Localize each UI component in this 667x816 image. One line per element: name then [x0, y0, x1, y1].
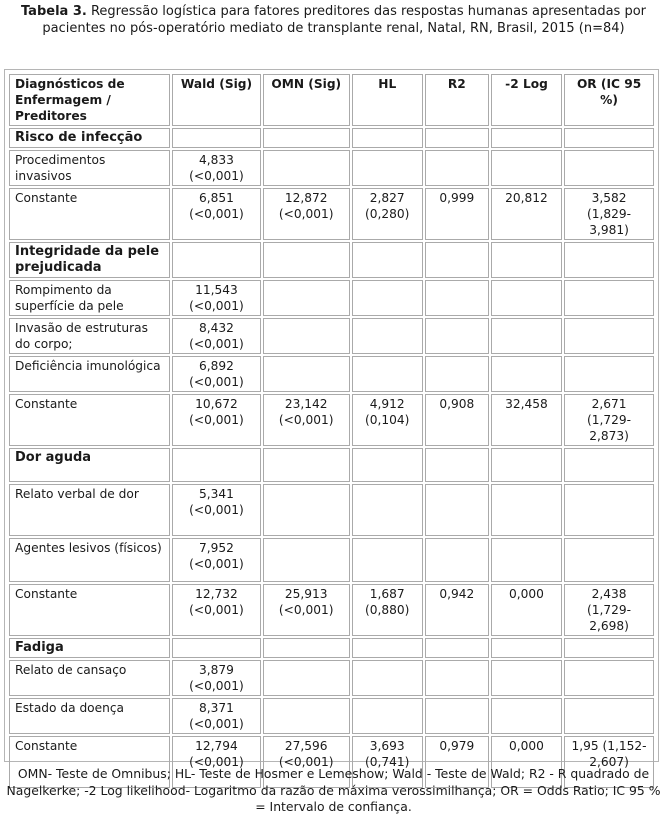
table-row	[9, 280, 654, 316]
cell-or: 2,671 (1,729-2,873)	[564, 394, 654, 446]
cell-log	[491, 356, 562, 392]
cell-omn: 27,596 (<0,001)	[263, 736, 350, 788]
cell-or: 1,95 (1,152-2,607)	[564, 736, 654, 788]
row-label: Relato verbal de dor	[9, 484, 170, 536]
table-caption	[0, 3, 667, 37]
cell-r2	[425, 538, 489, 582]
table-footnote: OMN- Teste de Omnibus; HL- Teste de Hosmer e Lemeshow; Wald - Teste de Wald; R2 - R quadrado de Nagelkerke; -2 Log likelihood- Logaritmo da razão de máxima verossimilhança; OR = Odds Ratio; IC 95 % = Intervalo de confiança.	[6, 766, 661, 814]
table-row	[9, 356, 654, 392]
cell-log: 0,000	[491, 584, 562, 636]
header-omn: OMN (Sig)	[263, 74, 350, 126]
cell-hl	[352, 698, 423, 734]
cell-wald: 6,892 (<0,001)	[172, 356, 261, 392]
empty-cell	[263, 242, 350, 278]
group-title: Risco de infecção	[9, 128, 170, 148]
cell-r2: 0,979	[425, 736, 489, 788]
group-row	[9, 242, 654, 278]
header-diagnosticos: Diagnósticos de Enfermagem / Preditores	[9, 74, 170, 126]
row-label: Constante	[9, 736, 170, 788]
header-or: OR (IC 95 %)	[564, 74, 654, 126]
empty-cell	[425, 448, 489, 482]
empty-cell	[352, 638, 423, 658]
cell-hl: 3,693 (0,741)	[352, 736, 423, 788]
empty-cell	[352, 448, 423, 482]
cell-hl	[352, 538, 423, 582]
cell-wald: 6,851 (<0,001)	[172, 188, 261, 240]
cell-omn	[263, 538, 350, 582]
cell-or	[564, 538, 654, 582]
table-row	[9, 150, 654, 186]
cell-log: 0,000	[491, 736, 562, 788]
empty-cell	[352, 242, 423, 278]
cell-wald: 8,432 (<0,001)	[172, 318, 261, 354]
cell-omn	[263, 318, 350, 354]
cell-wald: 7,952 (<0,001)	[172, 538, 261, 582]
table-row	[9, 484, 654, 536]
empty-cell	[352, 128, 423, 148]
empty-cell	[263, 638, 350, 658]
cell-wald: 4,833 (<0,001)	[172, 150, 261, 186]
cell-r2	[425, 660, 489, 696]
cell-log	[491, 538, 562, 582]
table-row	[9, 538, 654, 582]
empty-cell	[491, 242, 562, 278]
cell-r2	[425, 150, 489, 186]
empty-cell	[491, 128, 562, 148]
cell-hl	[352, 356, 423, 392]
cell-r2: 0,942	[425, 584, 489, 636]
group-title: Fadiga	[9, 638, 170, 658]
empty-cell	[172, 638, 261, 658]
empty-cell	[263, 128, 350, 148]
empty-cell	[172, 242, 261, 278]
cell-r2	[425, 318, 489, 354]
cell-hl: 2,827 (0,280)	[352, 188, 423, 240]
cell-omn: 23,142 (<0,001)	[263, 394, 350, 446]
cell-hl: 4,912 (0,104)	[352, 394, 423, 446]
row-label: Constante	[9, 394, 170, 446]
cell-log	[491, 318, 562, 354]
cell-log: 20,812	[491, 188, 562, 240]
cell-r2	[425, 698, 489, 734]
header-hl: HL	[352, 74, 423, 126]
cell-wald: 5,341 (<0,001)	[172, 484, 261, 536]
cell-log	[491, 484, 562, 536]
empty-cell	[564, 638, 654, 658]
table-row	[9, 698, 654, 734]
row-label: Rompimento da superfície da pele	[9, 280, 170, 316]
regression-table-container	[4, 69, 659, 769]
empty-cell	[172, 128, 261, 148]
cell-hl: 1,687 (0,880)	[352, 584, 423, 636]
cell-wald: 10,672 (<0,001)	[172, 394, 261, 446]
empty-cell	[491, 448, 562, 482]
cell-hl	[352, 318, 423, 354]
table-row	[9, 318, 654, 354]
empty-cell	[491, 638, 562, 658]
row-label: Estado da doença	[9, 698, 170, 734]
cell-log	[491, 660, 562, 696]
cell-log	[491, 698, 562, 734]
cell-log: 32,458	[491, 394, 562, 446]
empty-cell	[425, 242, 489, 278]
cell-hl	[352, 660, 423, 696]
row-label: Procedimentos invasivos	[9, 150, 170, 186]
cell-omn	[263, 280, 350, 316]
cell-or: 3,582 (1,829-3,981)	[564, 188, 654, 240]
caption-text: Regressão logística para fatores preditores das respostas humanas apresentadas por pacientes no pós-operatório mediato de transplante renal, Natal, RN, Brasil, 2015 (n=84)	[42, 4, 647, 36]
cell-or	[564, 698, 654, 734]
cell-wald: 12,732 (<0,001)	[172, 584, 261, 636]
cell-omn	[263, 484, 350, 536]
empty-cell	[172, 448, 261, 482]
regression-table	[7, 72, 656, 790]
cell-or	[564, 280, 654, 316]
header-wald: Wald (Sig)	[172, 74, 261, 126]
cell-or	[564, 660, 654, 696]
row-label: Relato de cansaço	[9, 660, 170, 696]
cell-r2	[425, 484, 489, 536]
row-label: Invasão de estruturas do corpo;	[9, 318, 170, 354]
empty-cell	[564, 242, 654, 278]
group-title: Integridade da pele prejudicada	[9, 242, 170, 278]
empty-cell	[564, 448, 654, 482]
cell-or	[564, 484, 654, 536]
empty-cell	[263, 448, 350, 482]
caption-label: Tabela 3.	[20, 4, 87, 19]
cell-wald: 12,794 (<0,001)	[172, 736, 261, 788]
header-row	[9, 74, 654, 126]
cell-or	[564, 356, 654, 392]
table-row	[9, 394, 654, 446]
cell-wald: 3,879 (<0,001)	[172, 660, 261, 696]
cell-hl	[352, 484, 423, 536]
header-r2: R2	[425, 74, 489, 126]
cell-log	[491, 280, 562, 316]
group-row	[9, 638, 654, 658]
cell-r2: 0,999	[425, 188, 489, 240]
table-row	[9, 584, 654, 636]
cell-wald: 8,371 (<0,001)	[172, 698, 261, 734]
cell-or	[564, 318, 654, 354]
cell-hl	[352, 150, 423, 186]
empty-cell	[425, 128, 489, 148]
row-label: Agentes lesivos (físicos)	[9, 538, 170, 582]
cell-or: 2,438 (1,729-2,698)	[564, 584, 654, 636]
group-row	[9, 128, 654, 148]
cell-wald: 11,543 (<0,001)	[172, 280, 261, 316]
empty-cell	[425, 638, 489, 658]
group-title: Dor aguda	[9, 448, 170, 482]
cell-log	[491, 150, 562, 186]
cell-r2: 0,908	[425, 394, 489, 446]
cell-omn	[263, 150, 350, 186]
cell-omn	[263, 660, 350, 696]
cell-omn	[263, 698, 350, 734]
cell-omn	[263, 356, 350, 392]
empty-cell	[564, 128, 654, 148]
table-row	[9, 188, 654, 240]
row-label: Constante	[9, 188, 170, 240]
cell-r2	[425, 356, 489, 392]
table-body	[9, 128, 654, 788]
cell-hl	[352, 280, 423, 316]
row-label: Deficiência imunológica	[9, 356, 170, 392]
cell-or	[564, 150, 654, 186]
header-2log: -2 Log	[491, 74, 562, 126]
table-row	[9, 660, 654, 696]
cell-r2	[425, 280, 489, 316]
row-label: Constante	[9, 584, 170, 636]
group-row	[9, 448, 654, 482]
cell-omn: 25,913 (<0,001)	[263, 584, 350, 636]
cell-omn: 12,872 (<0,001)	[263, 188, 350, 240]
